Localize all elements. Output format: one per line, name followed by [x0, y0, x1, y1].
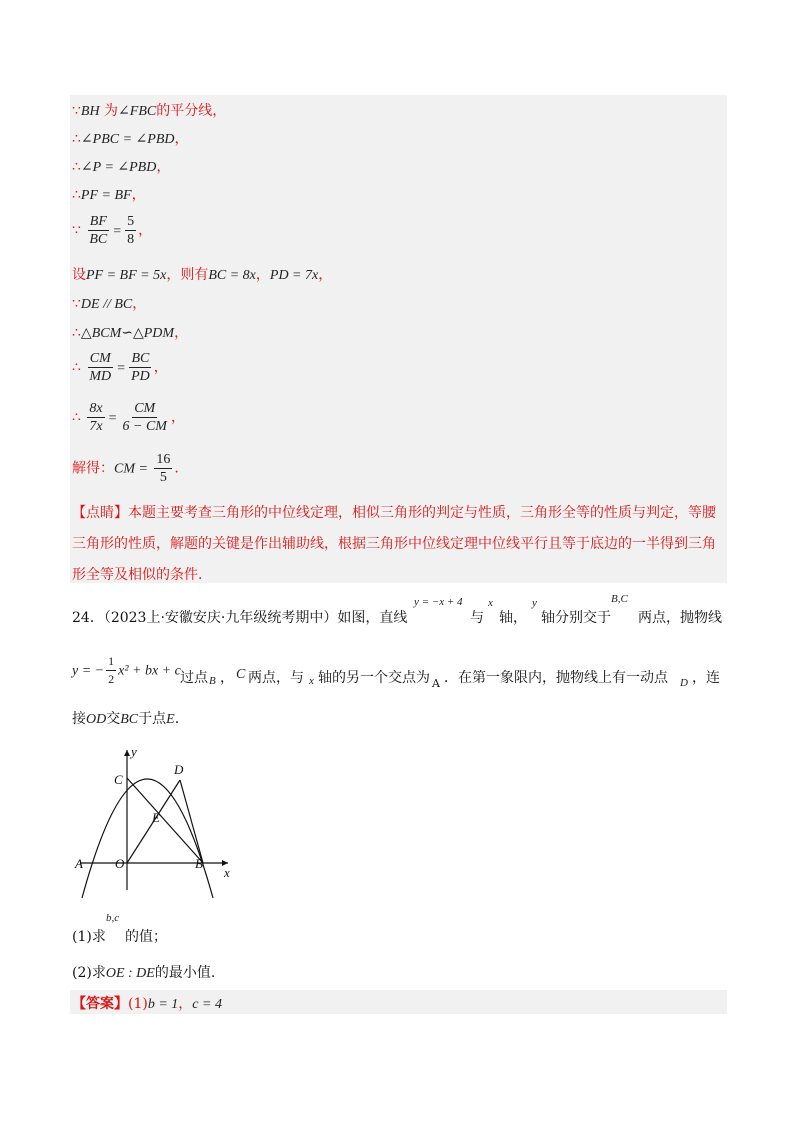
point-a: A	[432, 677, 440, 690]
parabola-curve	[82, 779, 213, 898]
question-text: 轴，	[499, 610, 527, 626]
question-text: 两点，与	[248, 670, 304, 686]
line-equation: y = −x + 4	[414, 596, 463, 608]
point-c: C	[236, 667, 246, 682]
question-text: 过点	[180, 670, 208, 686]
solution-line-2: ∴∠PBC = ∠PBD，	[72, 131, 189, 147]
label-x: x	[224, 865, 230, 880]
dianjing-note: 【点睛】本题主要考查三角形的中位线定理，相似三角形的判定与性质，三角形全等的性质与判定，等腰三角形的性质，解题的关键是作出辅助线，根据三角形中位线定理中位线平行且等于底边的一半得到三角形全等及相似的条件.	[72, 505, 716, 583]
label-c: C	[114, 772, 123, 787]
part-1-math: b,c	[106, 912, 120, 924]
fraction-bf-bc: $\frac{BF}{BC}$	[89, 214, 108, 247]
label-y: y	[131, 744, 137, 759]
part-1-label: (1)求	[72, 929, 106, 945]
solution-line-4: ∴PF = BF，	[72, 187, 146, 203]
label-b: B	[195, 856, 203, 871]
answer-line: 【答案】(1)b = 1，c = 4	[72, 996, 222, 1012]
question-text: ．在第一象限内，抛物线上有一动点	[444, 670, 668, 686]
part-2: (2)求OE : DE的最小值.	[72, 965, 216, 981]
solution-line-7: ∵DE // BC，	[72, 296, 147, 312]
question-text: ，连	[692, 670, 720, 686]
math-x: x	[488, 597, 493, 609]
math-x: x	[309, 675, 314, 687]
solution-line-8: ∴△BCM∽△PDM，	[72, 325, 189, 341]
fraction-8x-7x: $\frac{8x}{7x}$	[89, 401, 103, 434]
math-y: y	[532, 597, 537, 609]
fraction-5-8: $\frac{5}{8}$	[127, 214, 135, 247]
solution-line-1: ∵BH 为∠FBC的平分线，	[72, 103, 227, 119]
label-d: D	[174, 762, 184, 777]
solution-line-10: ∴ $\frac{8x}{7x}$ = $\frac{CM}{6 - CM}$ ，	[72, 401, 185, 434]
parabola-figure	[70, 740, 240, 900]
fraction-cm-6cm: $\frac{CM}{6 - CM}$	[122, 401, 167, 434]
question-24-line-3: 接OD交BC于点E.	[72, 711, 180, 727]
point-d: D	[680, 677, 688, 689]
question-text: ，	[220, 670, 234, 686]
parabola-equation: y = − $\frac{1}{2}$ x² + bx + c	[72, 654, 181, 686]
math-bc: B,C	[611, 593, 628, 605]
fraction-bc-pd: $\frac{BC}{PD}$	[131, 351, 150, 384]
fraction-cm-md: $\frac{CM}{MD}$	[89, 351, 112, 384]
solution-line-11: 解得：CM = $\frac{16}{5}$ .	[72, 452, 179, 485]
question-text: 轴的另一个交点为	[318, 670, 430, 686]
label-a: A	[75, 856, 83, 871]
solution-line-6: 设PF = BF = 5x，则有BC = 8x，PD = 7x，	[72, 267, 333, 283]
part-1-text: 的值；	[125, 929, 167, 945]
question-text: 轴分别交于	[541, 610, 611, 626]
solution-line-5: ∵ $\frac{BF}{BC}$ = $\frac{5}{8}$ ，	[72, 214, 153, 247]
solution-line-9: ∴ $\frac{CM}{MD}$ = $\frac{BC}{PD}$ ，	[72, 351, 168, 384]
question-text: 两点，抛物线	[638, 610, 722, 626]
label-e: E	[152, 810, 160, 825]
question-24-line-1: 24．（2023上·安徽安庆·九年级统考期中）如图，直线	[72, 610, 408, 626]
label-o: O	[115, 856, 125, 871]
y-axis-arrow-icon	[124, 750, 130, 756]
point-b: B	[209, 675, 216, 687]
question-text: 与	[470, 610, 484, 626]
fraction-16-5: $\frac{16}{5}$	[156, 452, 171, 485]
solution-line-3: ∴∠P = ∠PBD，	[72, 159, 171, 175]
